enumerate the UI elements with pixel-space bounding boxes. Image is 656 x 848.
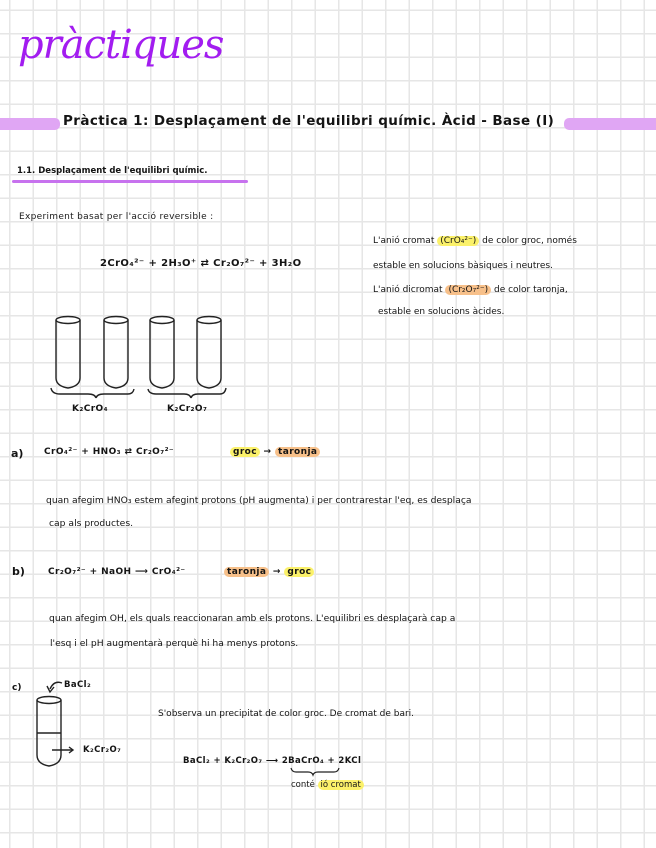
section-c-under-label — [291, 780, 364, 790]
note-text: L'anió cromat — [373, 236, 435, 246]
section-c-observation: S'observa un precipitat de color groc. De cromat de bari. — [158, 709, 415, 719]
color-orange-tag: taronja — [275, 447, 320, 457]
section-subheading: 1.1. Desplaçament de l'equilibri químic. — [17, 166, 208, 176]
note-text: de color taronja, — [493, 285, 568, 295]
color-yellow-tag: groc — [284, 567, 314, 577]
note-text: de color groc, només — [482, 236, 577, 246]
reagent-dichromate-label: K₂Cr₂O₇ — [83, 745, 122, 755]
section-c-equation: BaCl₂ + K₂Cr₂O₇ ⟶ 2BaCrO₄ + 2KCl — [183, 756, 362, 766]
note-line-4: estable en solucions àcides. — [378, 307, 505, 317]
tube-group-2-label: K₂Cr₂O₇ — [167, 404, 208, 414]
note-line-2: estable en solucions bàsiques i neutres. — [373, 261, 553, 271]
dichromate-highlight: (Cr₂O₇²⁻) — [445, 285, 491, 295]
section-b-paragraph-line-2: l'esq i el pH augmentarà perquè hi ha menys protons. — [50, 638, 299, 649]
section-a-equation: CrO₄²⁻ + HNO₃ ⇄ Cr₂O₇²⁻ — [44, 447, 175, 457]
tube-group-1-label: K₂CrO₄ — [72, 404, 108, 414]
practice-heading: Pràctica 1: Desplaçament de l'equilibri químic. Àcid - Base (I) — [63, 113, 555, 129]
reagent-bacl2-label: BaCl₂ — [64, 680, 92, 690]
color-orange-tag: taronja — [224, 567, 269, 577]
intro-text: Experiment basat per l'acció reversible : — [19, 212, 214, 222]
section-a-label: a) — [11, 447, 24, 460]
section-c-label: c) — [12, 683, 22, 693]
color-yellow-tag: groc — [230, 447, 260, 457]
note-text: conté — [291, 780, 315, 790]
section-b-equation: Cr₂O₇²⁻ + NaOH ⟶ CrO₄²⁻ — [48, 567, 186, 577]
section-a-paragraph-line-1: quan afegim HNO₃ estem afegint protons (pH augmenta) i per contrarestar l'eq, es desplaça — [46, 495, 472, 506]
arrow-icon: → — [263, 447, 272, 457]
chromate-highlight: (CrO₄²⁻) — [437, 236, 479, 246]
section-b-paragraph-line-1: quan afegim OH, els quals reaccionaran amb els protons. L'equilibri es desplaçarà cap a — [49, 613, 456, 624]
arrow-icon: → — [272, 567, 281, 577]
chromate-ion-highlight: ió cromat — [318, 780, 364, 790]
section-b-label: b) — [12, 565, 25, 578]
note-text: L'anió dicromat — [373, 285, 443, 295]
section-a-paragraph-line-2: cap als productes. — [49, 518, 134, 529]
page-title: pràctiques — [18, 22, 224, 68]
intro-equation: 2CrO₄²⁻ + 2H₃O⁺ ⇄ Cr₂O₇²⁻ + 3H₂O — [100, 258, 302, 269]
